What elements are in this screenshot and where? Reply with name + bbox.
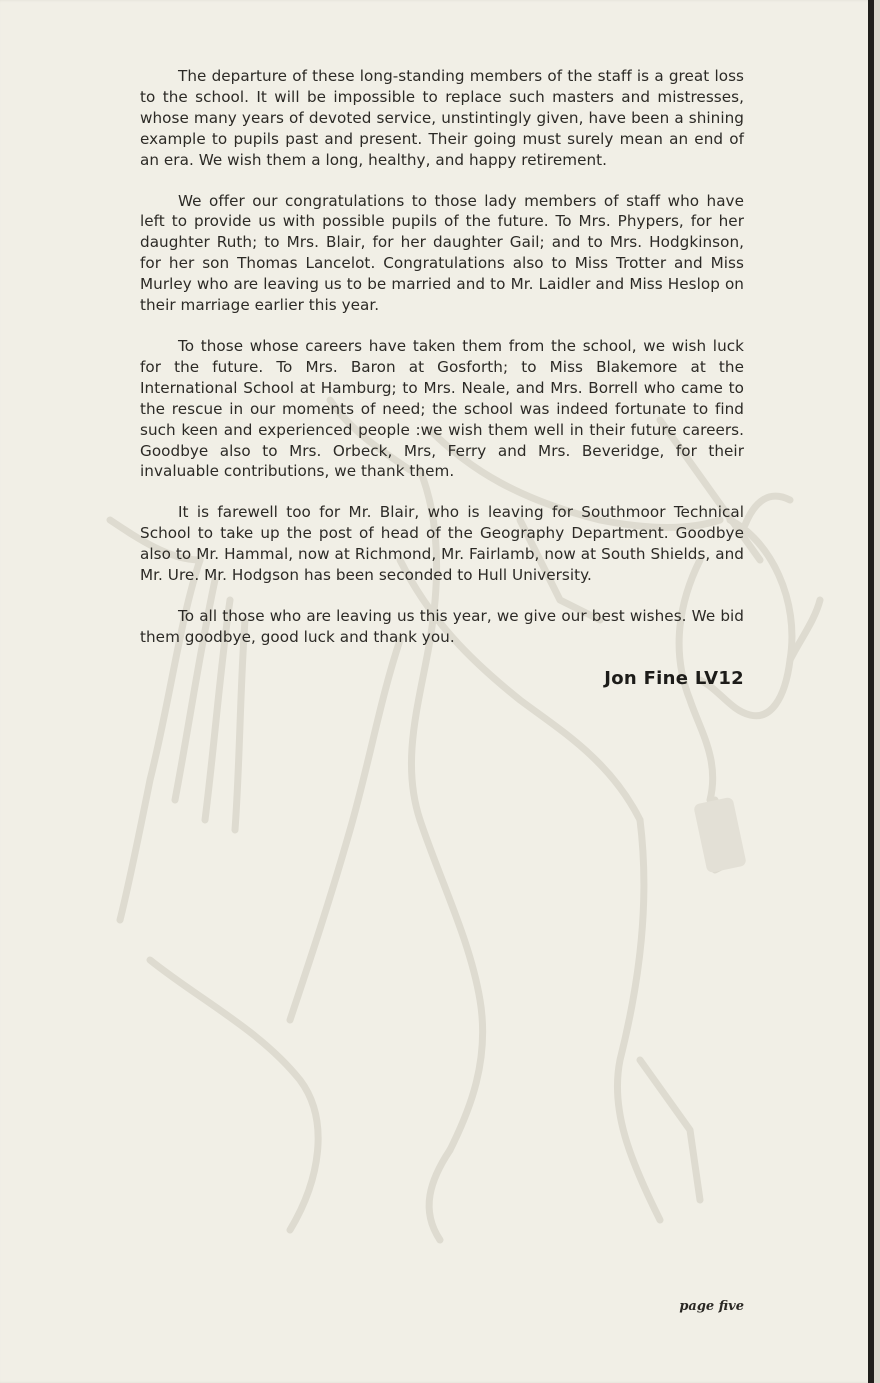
author-signature: Jon Fine LV12: [604, 667, 744, 689]
article-body: [140, 66, 744, 689]
paragraph-closing: To all those who are leaving us this year, we give our best wishes. We bid them goodbye, good luck and thank you.: [140, 606, 744, 646]
paragraph-departures: The departure of these long-standing members of the staff is a great loss to the school. It will be impossible to replace such masters and mistresses, whose many years of devoted service, unstintingly given, have been a shining example to pupils past and present. Their going must surely mean an end of an era. We wish them a long, healthy, and happy retirement.: [140, 67, 744, 169]
page-edge-shadow: [868, 0, 874, 1383]
paragraph-careers: To those whose careers have taken them from the school, we wish luck for the future. To Mrs. Baron at Gosforth; to Miss Blakemore at the International School at Hamburg; to Mrs. Neale, and Mrs. Borrell who came to the rescue in our moments of need; the school was indeed fortunate to find such keen and experienced people :we wish them well in their future careers. Goodbye also to Mrs. Orbeck, Mrs, Ferry and Mrs. Beveridge, for their invaluable contributions, we thank them.: [140, 336, 744, 481]
page-number: page five: [679, 1299, 744, 1314]
paragraph-farewell: It is farewell too for Mr. Blair, who is leaving for Southmoor Technical School to take up the post of head of the Geography Department. Goodbye also to Mr. Hammal, now at Richmond, Mr. Fairlamb, now at South Shields, and Mr. Ure. Mr. Hodgson has been seconded to Hull University.: [140, 503, 744, 585]
paragraph-congratulations: We offer our congratulations to those lady members of staff who have left to provide us with possible pupils of the future. To Mrs. Phypers, for her daughter Ruth; to Mrs. Blair, for her daughter Gail; and to Mrs. Hodgkinson, for her son Thomas Lancelot. Congratulations also to Miss Trotter and Miss Murley who are leaving us to be married and to Mr. Laidler and Miss Heslop on their marriage earlier this year.: [140, 191, 744, 315]
